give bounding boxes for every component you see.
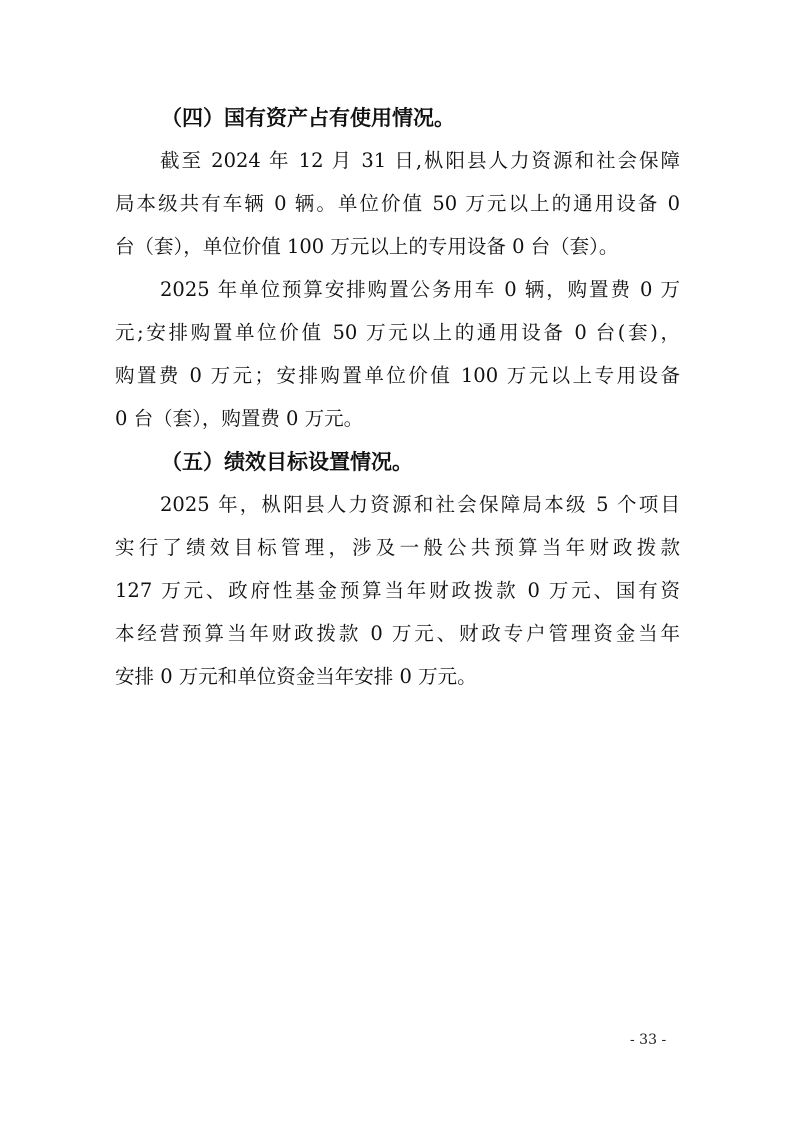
section-heading-state-assets: （四）国有资产占有使用情况。 [161, 105, 455, 130]
paragraph-assets-held [115, 139, 680, 268]
text-line: 安排 0 万元和单位资金当年安排 0 万元。 [115, 665, 477, 688]
text-line: 实行了绩效目标管理，涉及一般公共预算当年财政拨款 [115, 536, 680, 559]
text-line: 2025 年单位预算安排购置公务用车 0 辆，购置费 0 万 [160, 278, 680, 301]
page-number: - 33 - [630, 1032, 667, 1048]
text-line: 元;安排购置单位价值 50 万元以上的通用设备 0 台(套)， [115, 321, 680, 344]
text-line: 2025 年，枞阳县人力资源和社会保障局本级 5 个项目 [160, 493, 680, 516]
document-body [115, 96, 680, 698]
text-line: 127 万元、政府性基金预算当年财政拨款 0 万元、国有资 [115, 579, 680, 602]
text-line: 本经营预算当年财政拨款 0 万元、财政专户管理资金当年 [115, 622, 680, 645]
text-line: 局本级共有车辆 0 辆。单位价值 50 万元以上的通用设备 0 [115, 192, 680, 215]
text-line: 截至 2024 年 12 月 31 日,枞阳县人力资源和社会保障 [160, 149, 680, 172]
text-line: 台（套），单位价值 100 万元以上的专用设备 0 台（套）。 [115, 235, 619, 258]
text-line: 0 台（套），购置费 0 万元。 [115, 407, 364, 430]
paragraph-purchase-budget [115, 268, 680, 440]
paragraph-performance-goals [115, 483, 680, 698]
section-heading-performance-goals: （五）绩效目标设置情况。 [161, 449, 413, 474]
text-line: 购置费 0 万元；安排购置单位价值 100 万元以上专用设备 [115, 364, 680, 387]
